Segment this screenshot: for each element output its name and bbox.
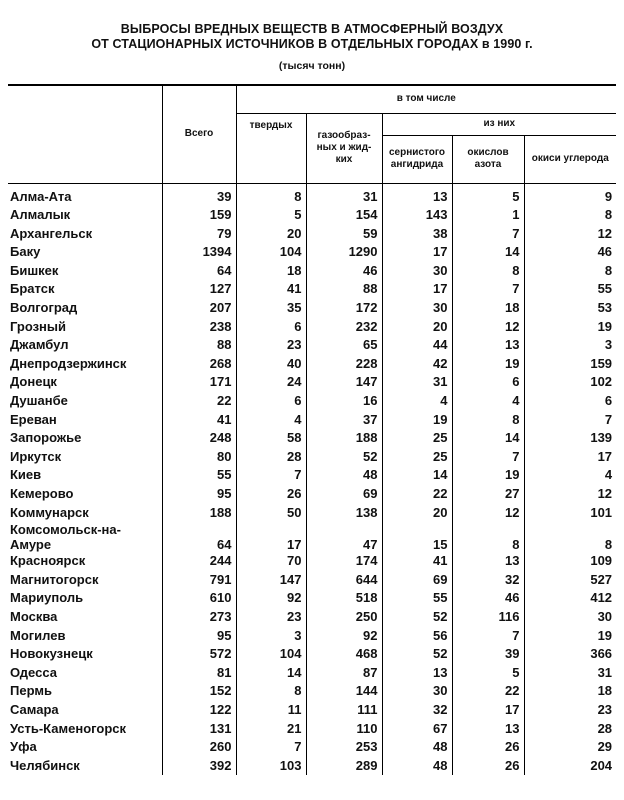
cell-total: 131: [162, 720, 236, 739]
cell-solid: 147: [236, 571, 306, 590]
cell-carbon-monoxide: 101: [524, 504, 616, 523]
cell-city: Усть-Каменогорск: [10, 720, 127, 736]
cell-sulfur-dioxide: 48: [382, 757, 452, 776]
cell-nitrogen-oxides: 17: [452, 701, 524, 720]
cell-gas-liquid: 644: [306, 571, 382, 590]
cell-gas-liquid: 52: [306, 448, 382, 467]
cell-carbon-monoxide: 159: [524, 355, 616, 374]
cell-nitrogen-oxides: 13: [452, 336, 524, 355]
cell-city: Душанбе: [10, 393, 68, 409]
cell-solid: 24: [236, 373, 306, 392]
table-row: [8, 262, 616, 281]
cell-total: 79: [162, 225, 236, 244]
document-title-line-1: ВЫБРОСЫ ВРЕДНЫХ ВЕЩЕСТВ В АТМОСФЕРНЫЙ ВОЗДУХ: [120, 22, 504, 36]
cell-total: 127: [162, 280, 236, 299]
cell-solid: 40: [236, 355, 306, 374]
cell-city: Самара: [10, 701, 59, 717]
cell-gas-liquid: 232: [306, 318, 382, 337]
cell-sulfur-dioxide: 17: [382, 280, 452, 299]
cell-gas-liquid: 65: [306, 336, 382, 355]
cell-sulfur-dioxide: 13: [382, 183, 452, 206]
table-row: [8, 720, 616, 739]
cell-sulfur-dioxide: 17: [382, 243, 452, 262]
cell-carbon-monoxide: 9: [524, 183, 616, 206]
cell-sulfur-dioxide: 25: [382, 448, 452, 467]
cell-total: 238: [162, 318, 236, 337]
cell-total: 55: [162, 466, 236, 485]
cell-solid: 50: [236, 504, 306, 523]
table-row: [8, 504, 616, 523]
cell-sulfur-dioxide: 30: [382, 682, 452, 701]
cell-total: 95: [162, 627, 236, 646]
cell-carbon-monoxide: 7: [524, 411, 616, 430]
header-nitrogen-oxides: окислов азота: [452, 135, 524, 183]
cell-total: 152: [162, 682, 236, 701]
cell-nitrogen-oxides: 14: [452, 429, 524, 448]
cell-sulfur-dioxide: 143: [382, 206, 452, 225]
cell-gas-liquid: 289: [306, 757, 382, 776]
cell-sulfur-dioxide: 42: [382, 355, 452, 374]
cell-nitrogen-oxides: 5: [452, 183, 524, 206]
cell-city: Запорожье: [10, 430, 82, 446]
cell-city: Алма-Ата: [10, 188, 72, 204]
cell-solid: 8: [236, 682, 306, 701]
cell-city: Донецк: [10, 374, 57, 390]
cell-sulfur-dioxide: 41: [382, 552, 452, 571]
cell-nitrogen-oxides: 13: [452, 720, 524, 739]
table-row: [8, 280, 616, 299]
cell-sulfur-dioxide: 56: [382, 627, 452, 646]
cell-city: Киев: [10, 467, 42, 483]
cell-solid: 58: [236, 429, 306, 448]
cell-gas-liquid: 174: [306, 552, 382, 571]
cell-city: Кемерово: [10, 486, 74, 501]
cell-total: 41: [162, 411, 236, 430]
cell-nitrogen-oxides: 7: [452, 448, 524, 467]
cell-gas-liquid: 69: [306, 485, 382, 504]
cell-solid: 28: [236, 448, 306, 467]
cell-carbon-monoxide: 109: [524, 552, 616, 571]
cell-sulfur-dioxide: 14: [382, 466, 452, 485]
table-row: [8, 183, 616, 206]
cell-nitrogen-oxides: 116: [452, 608, 524, 627]
table-body: [8, 183, 616, 775]
cell-carbon-monoxide: 53: [524, 299, 616, 318]
header-city-corner: [8, 85, 162, 183]
cell-sulfur-dioxide: 22: [382, 485, 452, 504]
cell-sulfur-dioxide: 30: [382, 299, 452, 318]
cell-sulfur-dioxide: 13: [382, 664, 452, 683]
table-row: [8, 589, 616, 608]
cell-solid: 23: [236, 336, 306, 355]
cell-solid: 35: [236, 299, 306, 318]
cell-city: Иркутск: [10, 448, 62, 464]
cell-carbon-monoxide: 412: [524, 589, 616, 608]
cell-carbon-monoxide: 12: [524, 485, 616, 504]
cell-sulfur-dioxide: 52: [382, 608, 452, 627]
cell-carbon-monoxide: 527: [524, 571, 616, 590]
cell-gas-liquid: 147: [306, 373, 382, 392]
cell-gas-liquid: 188: [306, 429, 382, 448]
units-note: (тысяч тонн): [278, 60, 346, 72]
table-row: [8, 485, 616, 504]
table-row: [8, 645, 616, 664]
cell-city: Баку: [10, 244, 41, 260]
cell-city: Новокузнецк: [10, 646, 93, 662]
cell-carbon-monoxide: 29: [524, 738, 616, 757]
cell-solid: 26: [236, 485, 306, 504]
cell-sulfur-dioxide: 44: [382, 336, 452, 355]
cell-total: 81: [162, 664, 236, 683]
cell-sulfur-dioxide: 19: [382, 411, 452, 430]
cell-total: 260: [162, 738, 236, 757]
header-including: в том числе: [236, 85, 616, 113]
cell-gas-liquid: 87: [306, 664, 382, 683]
cell-city: Магнитогорск: [10, 571, 99, 587]
cell-carbon-monoxide: 8: [524, 206, 616, 225]
cell-sulfur-dioxide: 67: [382, 720, 452, 739]
cell-solid: 70: [236, 552, 306, 571]
cell-solid: 7: [236, 738, 306, 757]
header-total: Всего: [162, 85, 236, 183]
table-header: [8, 85, 616, 183]
cell-city: Могилев: [10, 627, 66, 643]
table-row: [8, 627, 616, 646]
cell-sulfur-dioxide: 31: [382, 373, 452, 392]
cell-carbon-monoxide: 139: [524, 429, 616, 448]
cell-nitrogen-oxides: 8: [452, 522, 524, 552]
cell-carbon-monoxide: 30: [524, 608, 616, 627]
cell-gas-liquid: 154: [306, 206, 382, 225]
cell-solid: 6: [236, 392, 306, 411]
cell-city: Джамбул: [10, 337, 69, 353]
table-row: [8, 336, 616, 355]
cell-nitrogen-oxides: 7: [452, 627, 524, 646]
cell-sulfur-dioxide: 32: [382, 701, 452, 720]
header-gas-liquid: газообраз-ных и жид-ких: [306, 113, 382, 183]
cell-nitrogen-oxides: 19: [452, 466, 524, 485]
document-title-line-2: ОТ СТАЦИОНАРНЫХ ИСТОЧНИКОВ В ОТДЕЛЬНЫХ ГОРОДАХ в 1990 г.: [91, 37, 533, 51]
cell-city: Одесса: [10, 664, 57, 680]
cell-carbon-monoxide: 31: [524, 664, 616, 683]
cell-total: 392: [162, 757, 236, 776]
cell-sulfur-dioxide: 4: [382, 392, 452, 411]
cell-nitrogen-oxides: 4: [452, 392, 524, 411]
cell-gas-liquid: 518: [306, 589, 382, 608]
cell-gas-liquid: 47: [306, 522, 382, 552]
cell-nitrogen-oxides: 1: [452, 206, 524, 225]
cell-sulfur-dioxide: 69: [382, 571, 452, 590]
cell-solid: 23: [236, 608, 306, 627]
cell-total: 159: [162, 206, 236, 225]
cell-total: 207: [162, 299, 236, 318]
cell-sulfur-dioxide: 20: [382, 318, 452, 337]
cell-nitrogen-oxides: 8: [452, 262, 524, 281]
cell-nitrogen-oxides: 7: [452, 280, 524, 299]
cell-carbon-monoxide: 18: [524, 682, 616, 701]
table-row: [8, 664, 616, 683]
table-row: [8, 522, 616, 552]
cell-nitrogen-oxides: 26: [452, 738, 524, 757]
cell-gas-liquid: 37: [306, 411, 382, 430]
cell-nitrogen-oxides: 18: [452, 299, 524, 318]
cell-city: Уфа: [10, 739, 37, 755]
cell-nitrogen-oxides: 27: [452, 485, 524, 504]
cell-total: 268: [162, 355, 236, 374]
cell-sulfur-dioxide: 55: [382, 589, 452, 608]
cell-gas-liquid: 16: [306, 392, 382, 411]
cell-total: 791: [162, 571, 236, 590]
cell-carbon-monoxide: 4: [524, 466, 616, 485]
cell-total: 572: [162, 645, 236, 664]
cell-city: Волгоград: [10, 300, 78, 316]
cell-carbon-monoxide: 366: [524, 645, 616, 664]
cell-carbon-monoxide: 23: [524, 701, 616, 720]
cell-solid: 4: [236, 411, 306, 430]
cell-sulfur-dioxide: 15: [382, 522, 452, 552]
cell-carbon-monoxide: 8: [524, 522, 616, 552]
cell-total: 22: [162, 392, 236, 411]
cell-total: 273: [162, 608, 236, 627]
cell-carbon-monoxide: 102: [524, 373, 616, 392]
cell-nitrogen-oxides: 7: [452, 225, 524, 244]
cell-carbon-monoxide: 55: [524, 280, 616, 299]
emissions-table: [8, 84, 616, 775]
cell-solid: 11: [236, 701, 306, 720]
header-solid: твердых: [236, 113, 306, 183]
table-row: [8, 243, 616, 262]
table-row: [8, 552, 616, 571]
table-row: [8, 701, 616, 720]
cell-total: 122: [162, 701, 236, 720]
cell-carbon-monoxide: 6: [524, 392, 616, 411]
cell-gas-liquid: 59: [306, 225, 382, 244]
cell-total: 95: [162, 485, 236, 504]
table-row: [8, 225, 616, 244]
cell-solid: 18: [236, 262, 306, 281]
cell-nitrogen-oxides: 6: [452, 373, 524, 392]
cell-nitrogen-oxides: 13: [452, 552, 524, 571]
cell-gas-liquid: 31: [306, 183, 382, 206]
cell-solid: 6: [236, 318, 306, 337]
cell-gas-liquid: 111: [306, 701, 382, 720]
cell-carbon-monoxide: 12: [524, 225, 616, 244]
cell-city: Комсомольск-на-Амуре: [10, 522, 121, 553]
cell-solid: 104: [236, 645, 306, 664]
cell-gas-liquid: 468: [306, 645, 382, 664]
cell-solid: 20: [236, 225, 306, 244]
table-row: [8, 318, 616, 337]
table-row: [8, 682, 616, 701]
cell-total: 88: [162, 336, 236, 355]
table-row: [8, 373, 616, 392]
cell-carbon-monoxide: 8: [524, 262, 616, 281]
cell-total: 171: [162, 373, 236, 392]
cell-nitrogen-oxides: 19: [452, 355, 524, 374]
cell-gas-liquid: 110: [306, 720, 382, 739]
cell-city: Коммунарск: [10, 504, 89, 520]
cell-sulfur-dioxide: 52: [382, 645, 452, 664]
table-row: [8, 411, 616, 430]
cell-total: 244: [162, 552, 236, 571]
table-row: [8, 429, 616, 448]
cell-total: 248: [162, 429, 236, 448]
cell-gas-liquid: 144: [306, 682, 382, 701]
cell-total: 1394: [162, 243, 236, 262]
cell-nitrogen-oxides: 12: [452, 504, 524, 523]
cell-city: Красноярск: [10, 553, 86, 569]
cell-sulfur-dioxide: 38: [382, 225, 452, 244]
cell-nitrogen-oxides: 8: [452, 411, 524, 430]
cell-solid: 92: [236, 589, 306, 608]
cell-solid: 17: [236, 522, 306, 552]
cell-nitrogen-oxides: 39: [452, 645, 524, 664]
header-carbon-monoxide: окиси углерода: [524, 135, 616, 183]
cell-carbon-monoxide: 19: [524, 318, 616, 337]
cell-nitrogen-oxides: 14: [452, 243, 524, 262]
cell-city: Ереван: [10, 411, 57, 427]
cell-solid: 104: [236, 243, 306, 262]
table-row: [8, 299, 616, 318]
cell-city: Днепродзержинск: [10, 355, 127, 371]
cell-solid: 8: [236, 183, 306, 206]
cell-total: 39: [162, 183, 236, 206]
table-row: [8, 571, 616, 590]
table-row: [8, 608, 616, 627]
cell-solid: 5: [236, 206, 306, 225]
cell-total: 188: [162, 504, 236, 523]
cell-carbon-monoxide: 3: [524, 336, 616, 355]
cell-city: Челябинск: [10, 757, 80, 773]
cell-city: Пермь: [10, 683, 52, 699]
cell-carbon-monoxide: 19: [524, 627, 616, 646]
cell-solid: 14: [236, 664, 306, 683]
cell-solid: 41: [236, 280, 306, 299]
cell-sulfur-dioxide: 48: [382, 738, 452, 757]
cell-solid: 21: [236, 720, 306, 739]
table-row: [8, 466, 616, 485]
cell-gas-liquid: 138: [306, 504, 382, 523]
cell-gas-liquid: 250: [306, 608, 382, 627]
cell-total: 64: [162, 522, 236, 552]
cell-gas-liquid: 228: [306, 355, 382, 374]
cell-city: Москва: [10, 608, 58, 624]
table-row: [8, 738, 616, 757]
cell-total: 610: [162, 589, 236, 608]
cell-gas-liquid: 1290: [306, 243, 382, 262]
header-of-them: из них: [382, 113, 616, 135]
table-row: [8, 206, 616, 225]
cell-sulfur-dioxide: 20: [382, 504, 452, 523]
cell-solid: 103: [236, 757, 306, 776]
table-row: [8, 355, 616, 374]
cell-carbon-monoxide: 46: [524, 243, 616, 262]
cell-carbon-monoxide: 17: [524, 448, 616, 467]
cell-gas-liquid: 88: [306, 280, 382, 299]
cell-city: Алмалык: [10, 207, 71, 223]
cell-gas-liquid: 92: [306, 627, 382, 646]
table-row: [8, 392, 616, 411]
cell-nitrogen-oxides: 12: [452, 318, 524, 337]
cell-total: 64: [162, 262, 236, 281]
cell-carbon-monoxide: 28: [524, 720, 616, 739]
cell-sulfur-dioxide: 30: [382, 262, 452, 281]
cell-city: Архангельск: [10, 225, 93, 241]
cell-gas-liquid: 253: [306, 738, 382, 757]
table-row: [8, 757, 616, 776]
cell-total: 80: [162, 448, 236, 467]
cell-nitrogen-oxides: 46: [452, 589, 524, 608]
cell-city: Грозный: [10, 318, 66, 334]
cell-nitrogen-oxides: 32: [452, 571, 524, 590]
cell-city: Братск: [10, 281, 55, 297]
cell-solid: 3: [236, 627, 306, 646]
header-sulfur-dioxide: сернистого ангидрида: [382, 135, 452, 183]
cell-gas-liquid: 48: [306, 466, 382, 485]
cell-nitrogen-oxides: 26: [452, 757, 524, 776]
cell-solid: 7: [236, 466, 306, 485]
cell-city: Мариуполь: [10, 590, 84, 606]
cell-gas-liquid: 46: [306, 262, 382, 281]
cell-gas-liquid: 172: [306, 299, 382, 318]
cell-carbon-monoxide: 204: [524, 757, 616, 776]
cell-nitrogen-oxides: 5: [452, 664, 524, 683]
cell-city: Бишкек: [10, 262, 59, 278]
table-row: [8, 448, 616, 467]
cell-nitrogen-oxides: 22: [452, 682, 524, 701]
cell-sulfur-dioxide: 25: [382, 429, 452, 448]
